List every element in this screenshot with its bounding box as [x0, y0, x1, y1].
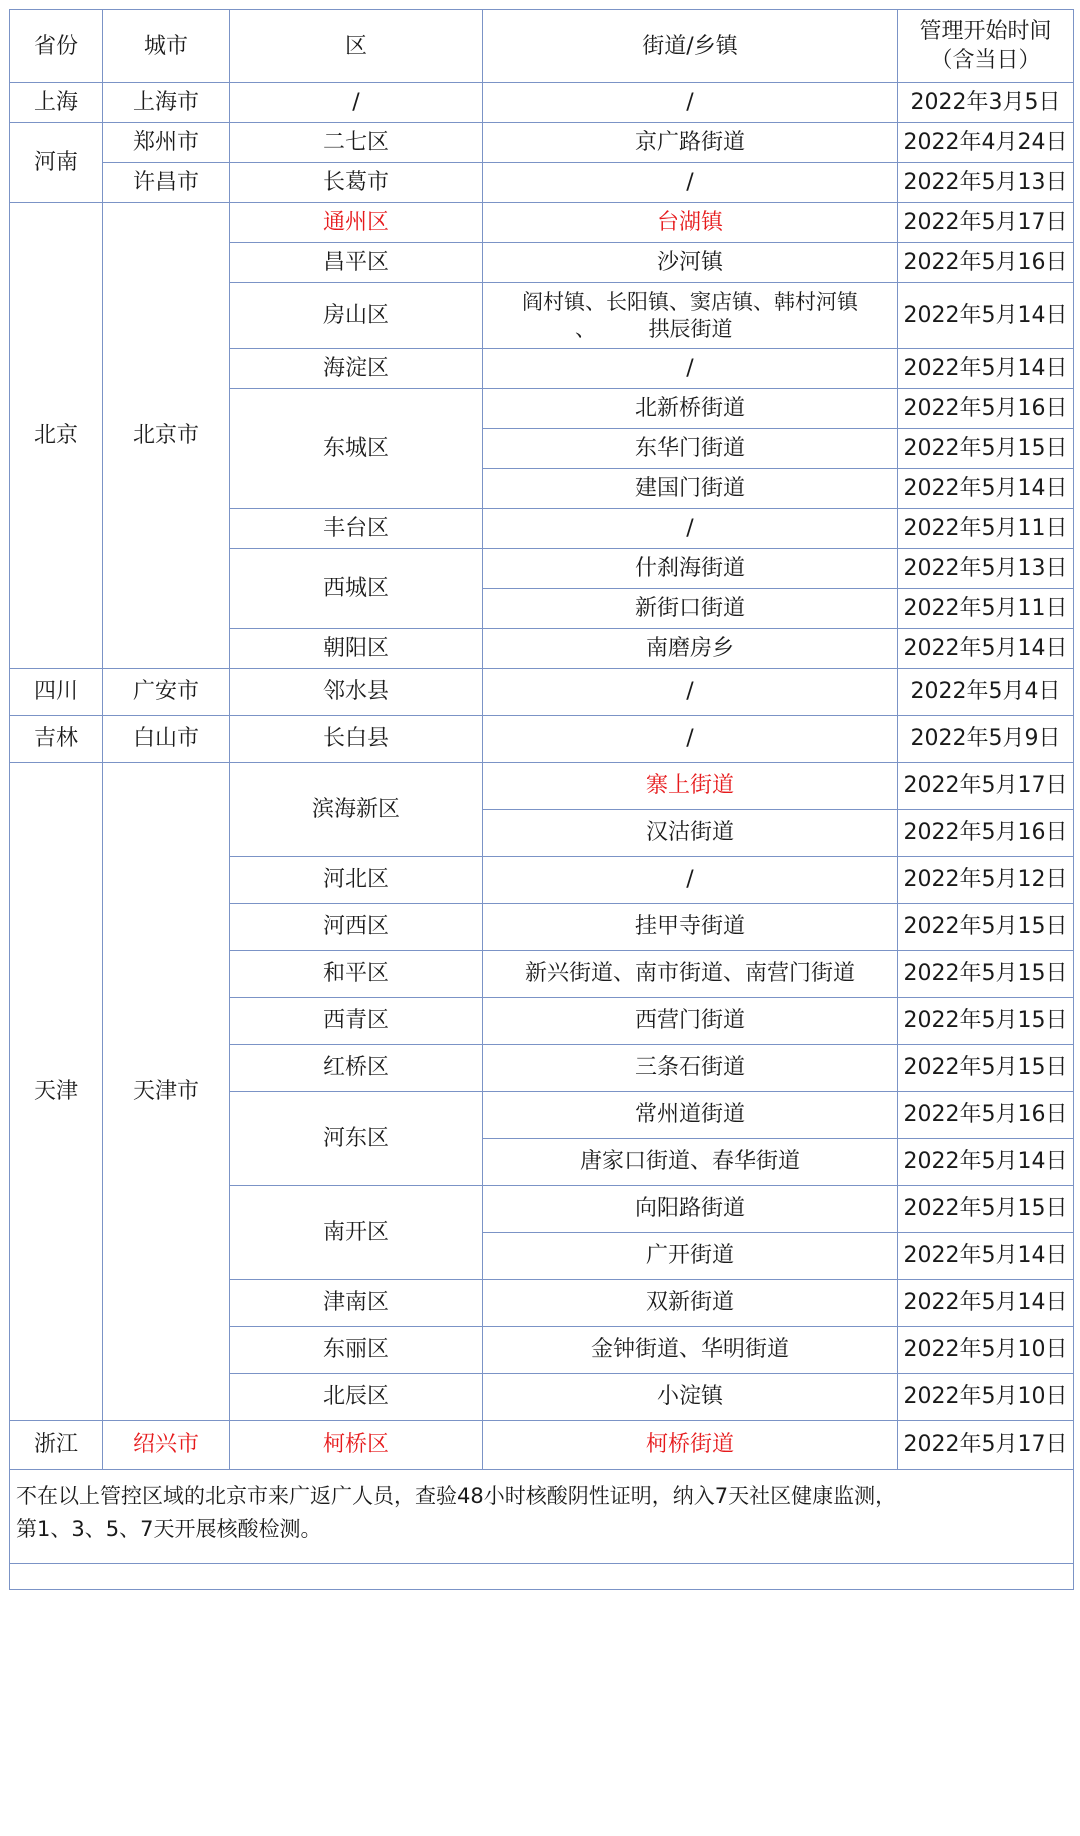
note-line1: 不在以上管控区域的北京市来广返广人员，查验48小时核酸阴性证明，纳入7天社区健康监测， [16, 1484, 897, 1508]
date-cell: 2022年5月14日 [898, 1139, 1074, 1186]
city-cell: 广安市 [103, 669, 230, 716]
district-cell: 津南区 [230, 1280, 483, 1327]
date-cell: 2022年5月16日 [898, 243, 1074, 283]
date-cell: 2022年5月16日 [898, 389, 1074, 429]
date-cell: 2022年5月14日 [898, 349, 1074, 389]
street-cell-highlight: 柯桥街道 [483, 1421, 898, 1470]
street-cell: 双新街道 [483, 1280, 898, 1327]
district-cell: 东城区 [230, 389, 483, 509]
date-cell: 2022年5月14日 [898, 629, 1074, 669]
note-cell [10, 1470, 1074, 1564]
province-cell: 浙江 [10, 1421, 103, 1470]
header-start-time-line2: （含当日） [930, 48, 1041, 73]
street-cell: 东华门街道 [483, 429, 898, 469]
province-cell: 四川 [10, 669, 103, 716]
note-line2: 第1、3、5、7天开展核酸检测。 [16, 1517, 322, 1541]
street-cell: 挂甲寺街道 [483, 904, 898, 951]
date-cell: 2022年4月24日 [898, 123, 1074, 163]
district-cell: 滨海新区 [230, 763, 483, 857]
district-cell: 西城区 [230, 549, 483, 629]
district-cell: 北辰区 [230, 1374, 483, 1421]
district-cell: 昌平区 [230, 243, 483, 283]
district-cell: 河东区 [230, 1092, 483, 1186]
table-row [10, 716, 1074, 763]
street-cell: / [483, 83, 898, 123]
street-cell: / [483, 669, 898, 716]
province-cell: 吉林 [10, 716, 103, 763]
table-header-row [10, 10, 1074, 83]
date-cell: 2022年5月9日 [898, 716, 1074, 763]
district-cell: 河北区 [230, 857, 483, 904]
district-cell: / [230, 83, 483, 123]
table-row [10, 1421, 1074, 1470]
street-cell: 京广路街道 [483, 123, 898, 163]
table-row [10, 203, 1074, 243]
street-cell: 新街口街道 [483, 589, 898, 629]
street-cell-highlight: 台湖镇 [483, 203, 898, 243]
table-row [10, 763, 1074, 810]
table-row [10, 123, 1074, 163]
date-cell: 2022年5月11日 [898, 509, 1074, 549]
blank-cell [10, 1564, 1074, 1590]
control-area-table [9, 9, 1074, 1590]
note-row [10, 1470, 1074, 1564]
street-cell [483, 283, 898, 349]
date-cell: 2022年5月4日 [898, 669, 1074, 716]
district-cell: 红桥区 [230, 1045, 483, 1092]
street-cell: 向阳路街道 [483, 1186, 898, 1233]
street-cell: / [483, 163, 898, 203]
street-cell: 西营门街道 [483, 998, 898, 1045]
date-cell: 2022年5月17日 [898, 763, 1074, 810]
street-cell: 北新桥街道 [483, 389, 898, 429]
date-cell: 2022年5月15日 [898, 951, 1074, 998]
header-city: 城市 [103, 10, 230, 83]
city-cell: 白山市 [103, 716, 230, 763]
city-cell: 天津市 [103, 763, 230, 1421]
district-cell: 朝阳区 [230, 629, 483, 669]
date-cell: 2022年3月5日 [898, 83, 1074, 123]
table-row [10, 83, 1074, 123]
province-cell: 河南 [10, 123, 103, 203]
province-cell: 天津 [10, 763, 103, 1421]
date-cell: 2022年5月10日 [898, 1327, 1074, 1374]
district-cell: 长葛市 [230, 163, 483, 203]
date-cell: 2022年5月16日 [898, 1092, 1074, 1139]
district-cell-highlight: 通州区 [230, 203, 483, 243]
street-cell: 沙河镇 [483, 243, 898, 283]
district-cell: 南开区 [230, 1186, 483, 1280]
date-cell: 2022年5月15日 [898, 429, 1074, 469]
date-cell: 2022年5月11日 [898, 589, 1074, 629]
date-cell: 2022年5月17日 [898, 1421, 1074, 1470]
district-cell: 房山区 [230, 283, 483, 349]
street-cell: 唐家口街道、春华街道 [483, 1139, 898, 1186]
header-street: 街道/乡镇 [483, 10, 898, 83]
header-start-time [898, 10, 1074, 83]
street-cell: 南磨房乡 [483, 629, 898, 669]
date-cell: 2022年5月14日 [898, 469, 1074, 509]
date-cell: 2022年5月13日 [898, 549, 1074, 589]
city-cell: 郑州市 [103, 123, 230, 163]
date-cell: 2022年5月15日 [898, 1186, 1074, 1233]
street-cell: 广开街道 [483, 1233, 898, 1280]
header-district: 区 [230, 10, 483, 83]
date-cell: 2022年5月12日 [898, 857, 1074, 904]
street-cell: 三条石街道 [483, 1045, 898, 1092]
street-cell: 常州道街道 [483, 1092, 898, 1139]
date-cell: 2022年5月15日 [898, 998, 1074, 1045]
district-cell-highlight: 柯桥区 [230, 1421, 483, 1470]
date-cell: 2022年5月15日 [898, 904, 1074, 951]
street-cell: 新兴街道、南市街道、南营门街道 [483, 951, 898, 998]
date-cell: 2022年5月17日 [898, 203, 1074, 243]
date-cell: 2022年5月14日 [898, 1280, 1074, 1327]
header-start-time-line1: 管理开始时间 [919, 19, 1052, 44]
date-cell: 2022年5月16日 [898, 810, 1074, 857]
street-cell: / [483, 857, 898, 904]
district-cell: 河西区 [230, 904, 483, 951]
date-cell: 2022年5月14日 [898, 1233, 1074, 1280]
street-cell: 什刹海街道 [483, 549, 898, 589]
street-cell-line1: 阎村镇、长阳镇、窦店镇、韩村河镇 [522, 289, 858, 314]
table-row [10, 669, 1074, 716]
street-cell: 小淀镇 [483, 1374, 898, 1421]
district-cell: 和平区 [230, 951, 483, 998]
province-cell: 上海 [10, 83, 103, 123]
street-cell-line2: 、 拱辰街道 [575, 316, 733, 341]
street-cell: / [483, 716, 898, 763]
date-cell: 2022年5月15日 [898, 1045, 1074, 1092]
district-cell: 东丽区 [230, 1327, 483, 1374]
street-cell: / [483, 349, 898, 389]
city-cell: 许昌市 [103, 163, 230, 203]
street-cell: / [483, 509, 898, 549]
date-cell: 2022年5月10日 [898, 1374, 1074, 1421]
district-cell: 长白县 [230, 716, 483, 763]
city-cell: 北京市 [103, 203, 230, 669]
table-row [10, 163, 1074, 203]
district-cell: 二七区 [230, 123, 483, 163]
street-cell-highlight: 寨上街道 [483, 763, 898, 810]
city-cell: 上海市 [103, 83, 230, 123]
header-province: 省份 [10, 10, 103, 83]
date-cell: 2022年5月13日 [898, 163, 1074, 203]
street-cell: 汉沽街道 [483, 810, 898, 857]
date-cell: 2022年5月14日 [898, 283, 1074, 349]
district-cell: 邻水县 [230, 669, 483, 716]
district-cell: 丰台区 [230, 509, 483, 549]
street-cell: 建国门街道 [483, 469, 898, 509]
blank-row [10, 1564, 1074, 1590]
city-cell-highlight: 绍兴市 [103, 1421, 230, 1470]
district-cell: 西青区 [230, 998, 483, 1045]
province-cell: 北京 [10, 203, 103, 669]
street-cell: 金钟街道、华明街道 [483, 1327, 898, 1374]
district-cell: 海淀区 [230, 349, 483, 389]
